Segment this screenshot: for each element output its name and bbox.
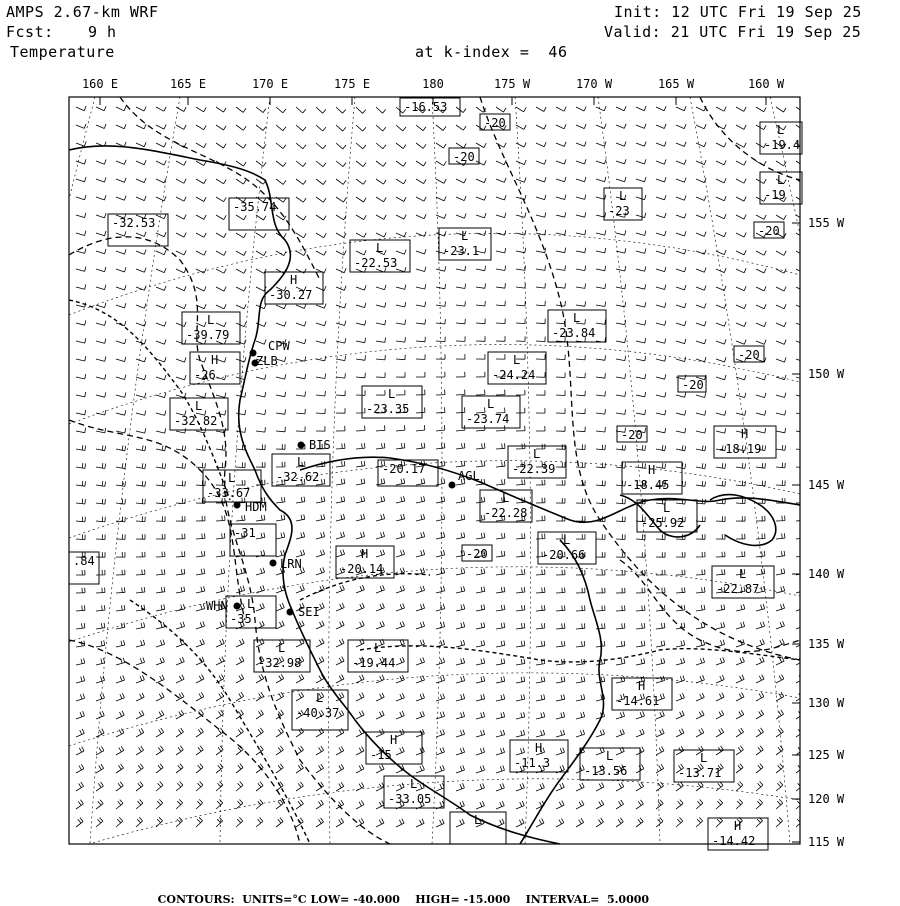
extremum-value: -20.66 <box>542 548 586 562</box>
extremum-type: H <box>390 733 398 747</box>
map-frame <box>69 97 800 844</box>
valid-time: Valid: 21 UTC Fri 19 Sep 25 <box>604 23 862 41</box>
extremum-type: L <box>487 397 495 411</box>
longitude-label: 160 E <box>81 77 119 91</box>
extremum-value: -30.27 <box>269 288 313 302</box>
extremum-type: L <box>316 691 324 705</box>
extremum-box <box>734 346 764 362</box>
extremum-type: L <box>195 399 203 413</box>
longitude-label: 175 W <box>493 77 531 91</box>
latitude-label: 130 W <box>808 696 845 710</box>
extremum-type: L <box>247 597 255 611</box>
extremum-type: L <box>297 455 305 469</box>
extremum-value: -23.74 <box>466 412 510 426</box>
extremum-type: L <box>410 777 418 791</box>
extremum-value: -19.4 <box>764 138 801 152</box>
extremum-value: -22.53 <box>354 256 398 270</box>
extremum-value: -13.71 <box>678 766 722 780</box>
extremum-value: -20 <box>484 116 506 130</box>
latitude-label: 150 W <box>808 367 845 381</box>
contour-low: LOW= -40.000 <box>310 893 400 906</box>
extremum-value: -32.98 <box>258 656 302 670</box>
extremum-value: -22.39 <box>512 462 556 476</box>
latitude-label: 145 W <box>808 478 845 492</box>
extremum-value: -19.44 <box>352 656 396 670</box>
extremum-value: -22.87 <box>716 582 760 596</box>
extremum-type: H <box>361 547 369 561</box>
latitude-label: 115 W <box>808 835 845 849</box>
extremum-value: -25.92 <box>641 516 685 530</box>
contour-units: UNITS=°C <box>242 893 307 906</box>
contour-interval: INTERVAL= 5.0000 <box>525 893 650 906</box>
extremum-value: -20 <box>758 224 780 238</box>
latitude-label: 140 W <box>808 567 845 581</box>
extremum-type: L <box>374 641 382 655</box>
station-dot <box>234 502 241 509</box>
longitude-label: 165 E <box>169 77 207 91</box>
extremum-value: -20 <box>453 150 475 164</box>
extremum-value: -24.24 <box>492 368 536 382</box>
extremum-value: -13.56 <box>584 764 628 778</box>
extremum-type: L <box>777 173 785 187</box>
extremum-value: -23.35 <box>366 402 410 416</box>
extremum-box <box>617 426 647 442</box>
extremum-value: -20 <box>621 428 643 442</box>
extremum-value: -20.17 <box>382 462 426 476</box>
field-name: Temperature <box>10 43 115 61</box>
station-label-hdm: HDM <box>245 500 267 514</box>
extremum-value: -22.28 <box>484 506 528 520</box>
extremum-value: -35.74 <box>233 200 277 214</box>
extremum-type: L <box>278 641 286 655</box>
extremum-type: L <box>619 189 627 203</box>
extremum-type: L <box>207 313 215 327</box>
extremum-value: -14.61 <box>616 694 660 708</box>
longitude-label: 170 W <box>575 77 613 91</box>
extremum-type: L <box>739 567 747 581</box>
extremum-type: L <box>228 471 236 485</box>
init-time: Init: 12 UTC Fri 19 Sep 25 <box>614 3 862 21</box>
extremum-type: L <box>573 311 581 325</box>
station-label-lrn: LRN <box>280 557 302 571</box>
extremum-type: L <box>376 241 384 255</box>
extremum-value: -19 <box>764 188 786 202</box>
extremum-value: -20 <box>466 547 488 561</box>
extremum-type: L <box>777 123 785 137</box>
extremum-value: -32.82 <box>174 414 218 428</box>
station-dot <box>234 603 241 610</box>
longitude-label: 180 <box>422 77 444 91</box>
extremum-value: -32.62 <box>276 470 320 484</box>
station-label-zlb: ZLB <box>256 354 278 368</box>
latitude-label: 135 W <box>808 637 845 651</box>
longitude-label: 175 E <box>333 77 371 91</box>
latitude-label: 155 W <box>808 216 845 230</box>
longitude-label: 170 E <box>251 77 289 91</box>
level-label: at k-index = 46 <box>415 43 568 61</box>
forecast-label: Fcst: <box>6 23 54 41</box>
extremum-value: -32.53 <box>112 216 156 230</box>
extremum-box <box>462 545 492 561</box>
extremum-type: H <box>211 353 219 367</box>
extremum-type: H <box>734 819 742 833</box>
station-label-agl: AGL <box>458 469 480 483</box>
station-label-sei: SEI <box>298 605 320 619</box>
extremum-value: -31 <box>234 526 256 540</box>
extremum-value: -33.67 <box>207 486 251 500</box>
extremum-value: -20 <box>738 348 760 362</box>
latitude-label: 125 W <box>808 748 845 762</box>
extremum-value: -16.53 <box>404 100 448 114</box>
extremum-type: L <box>461 229 469 243</box>
extremum-value: -33.05 <box>388 792 432 806</box>
extremum-box <box>678 376 706 392</box>
extremum-value: -23 <box>608 204 630 218</box>
extremum-value: -26 <box>194 368 216 382</box>
station-dot <box>287 609 294 616</box>
extremum-value: -35 <box>230 612 252 626</box>
extremum-type: L <box>474 813 482 827</box>
extremum-value: -40.37 <box>296 706 340 720</box>
extremum-value: -14.42 <box>712 834 756 848</box>
extremum-value: -11.3 <box>514 756 551 770</box>
longitude-label: 165 W <box>657 77 695 91</box>
extremum-value: -15 <box>370 748 392 762</box>
extremum-box <box>754 222 784 238</box>
extremum-type: H <box>290 273 298 287</box>
extremum-value: -18.19 <box>718 442 762 456</box>
station-label-bis: BIS <box>309 438 331 452</box>
model-title: AMPS 2.67-km WRF <box>6 3 159 21</box>
extremum-type: L <box>606 749 614 763</box>
longitude-label: 160 W <box>747 77 785 91</box>
extremum-value: -39.79 <box>186 328 230 342</box>
extremum-value: -20 <box>682 378 704 392</box>
station-label-cpw: CPW <box>268 339 290 353</box>
forecast-hour: 9 h <box>88 23 117 41</box>
extremum-type: L <box>513 353 521 367</box>
extremum-box <box>480 114 510 130</box>
extremum-box <box>449 148 479 164</box>
station-label-whn: WHN <box>206 599 228 613</box>
extremum-type: H <box>535 741 543 755</box>
extremum-type: L <box>700 751 708 765</box>
extremum-value: -18.45 <box>626 478 670 492</box>
extremum-value: .84 <box>73 554 95 568</box>
contour-high: HIGH= -15.000 <box>415 893 511 906</box>
extremum-value: -20.14 <box>340 562 384 576</box>
extremum-type: H <box>648 463 656 477</box>
latitude-label: 120 W <box>808 792 845 806</box>
station-dot <box>270 560 277 567</box>
extremum-type: L <box>533 447 541 461</box>
extremum-value: -23.1 <box>443 244 480 258</box>
extremum-type: H <box>638 679 646 693</box>
station-dot <box>298 442 305 449</box>
extremum-value: -23.84 <box>552 326 596 340</box>
extremum-type: L <box>663 501 671 515</box>
contours-footer <box>150 880 649 906</box>
contours-label: CONTOURS: <box>157 893 235 906</box>
extremum-type: L <box>563 533 571 547</box>
extremum-type: H <box>741 427 749 441</box>
extremum-type: L <box>388 387 396 401</box>
station-dot <box>449 482 456 489</box>
extremum-type: L <box>502 491 510 505</box>
